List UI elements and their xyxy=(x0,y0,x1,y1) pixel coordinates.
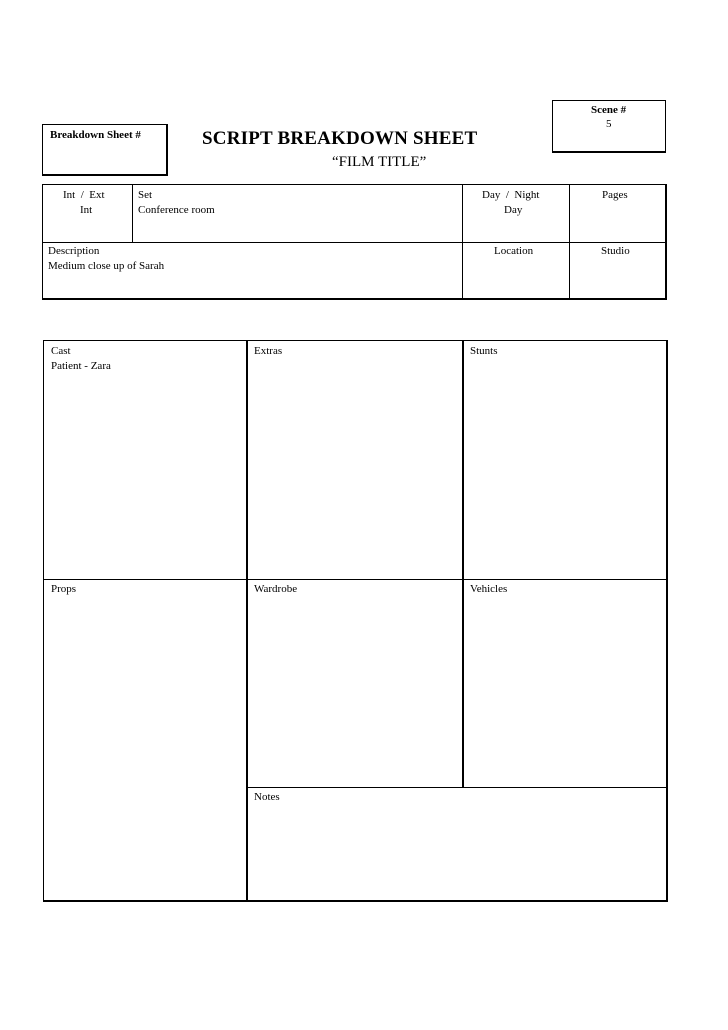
film-title: “FILM TITLE” xyxy=(332,154,427,170)
set-cell[interactable] xyxy=(133,185,462,242)
day-night-value: Day xyxy=(504,204,523,216)
breakdown-sheet-box[interactable] xyxy=(42,124,168,176)
wardrobe-label: Wardrobe xyxy=(254,583,298,595)
set-value: Conference room xyxy=(138,204,215,216)
scene-number-label: Scene # xyxy=(591,104,627,116)
extras-section[interactable] xyxy=(248,341,462,579)
breakdown-grid xyxy=(43,340,668,902)
scene-number-box[interactable] xyxy=(552,100,666,153)
day-night-label: Day / Night xyxy=(482,189,540,201)
location-label: Location xyxy=(494,245,534,257)
stunts-section[interactable] xyxy=(464,341,667,579)
pages-label: Pages xyxy=(602,189,628,201)
location-value: Studio xyxy=(601,245,630,257)
props-label: Props xyxy=(51,583,77,595)
studio-cell[interactable] xyxy=(570,243,666,299)
int-ext-value: Int xyxy=(80,204,93,216)
notes-label: Notes xyxy=(254,791,280,803)
wardrobe-section[interactable] xyxy=(248,580,462,787)
vehicles-label: Vehicles xyxy=(470,583,508,595)
pages-cell[interactable] xyxy=(570,185,666,242)
cast-section[interactable] xyxy=(44,341,246,579)
extras-label: Extras xyxy=(254,345,283,357)
cast-value: Patient - Zara xyxy=(51,360,111,372)
set-label: Set xyxy=(138,189,153,201)
location-cell[interactable] xyxy=(463,243,569,299)
int-ext-label: Int / Ext xyxy=(63,189,105,201)
scene-info-table xyxy=(42,184,667,300)
notes-section[interactable] xyxy=(248,788,667,901)
description-cell[interactable] xyxy=(43,243,462,299)
stunts-label: Stunts xyxy=(470,345,498,357)
cast-label: Cast xyxy=(51,345,71,357)
description-label: Description xyxy=(48,245,100,257)
page-title: SCRIPT BREAKDOWN SHEET xyxy=(202,128,478,149)
vehicles-section[interactable] xyxy=(464,580,667,787)
props-section[interactable] xyxy=(44,580,246,901)
description-value: Medium close up of Sarah xyxy=(48,260,165,272)
day-night-cell[interactable] xyxy=(463,185,569,242)
breakdown-sheet-label: Breakdown Sheet # xyxy=(50,129,141,141)
scene-number-value: 5 xyxy=(606,118,612,130)
int-ext-cell[interactable] xyxy=(43,185,132,242)
